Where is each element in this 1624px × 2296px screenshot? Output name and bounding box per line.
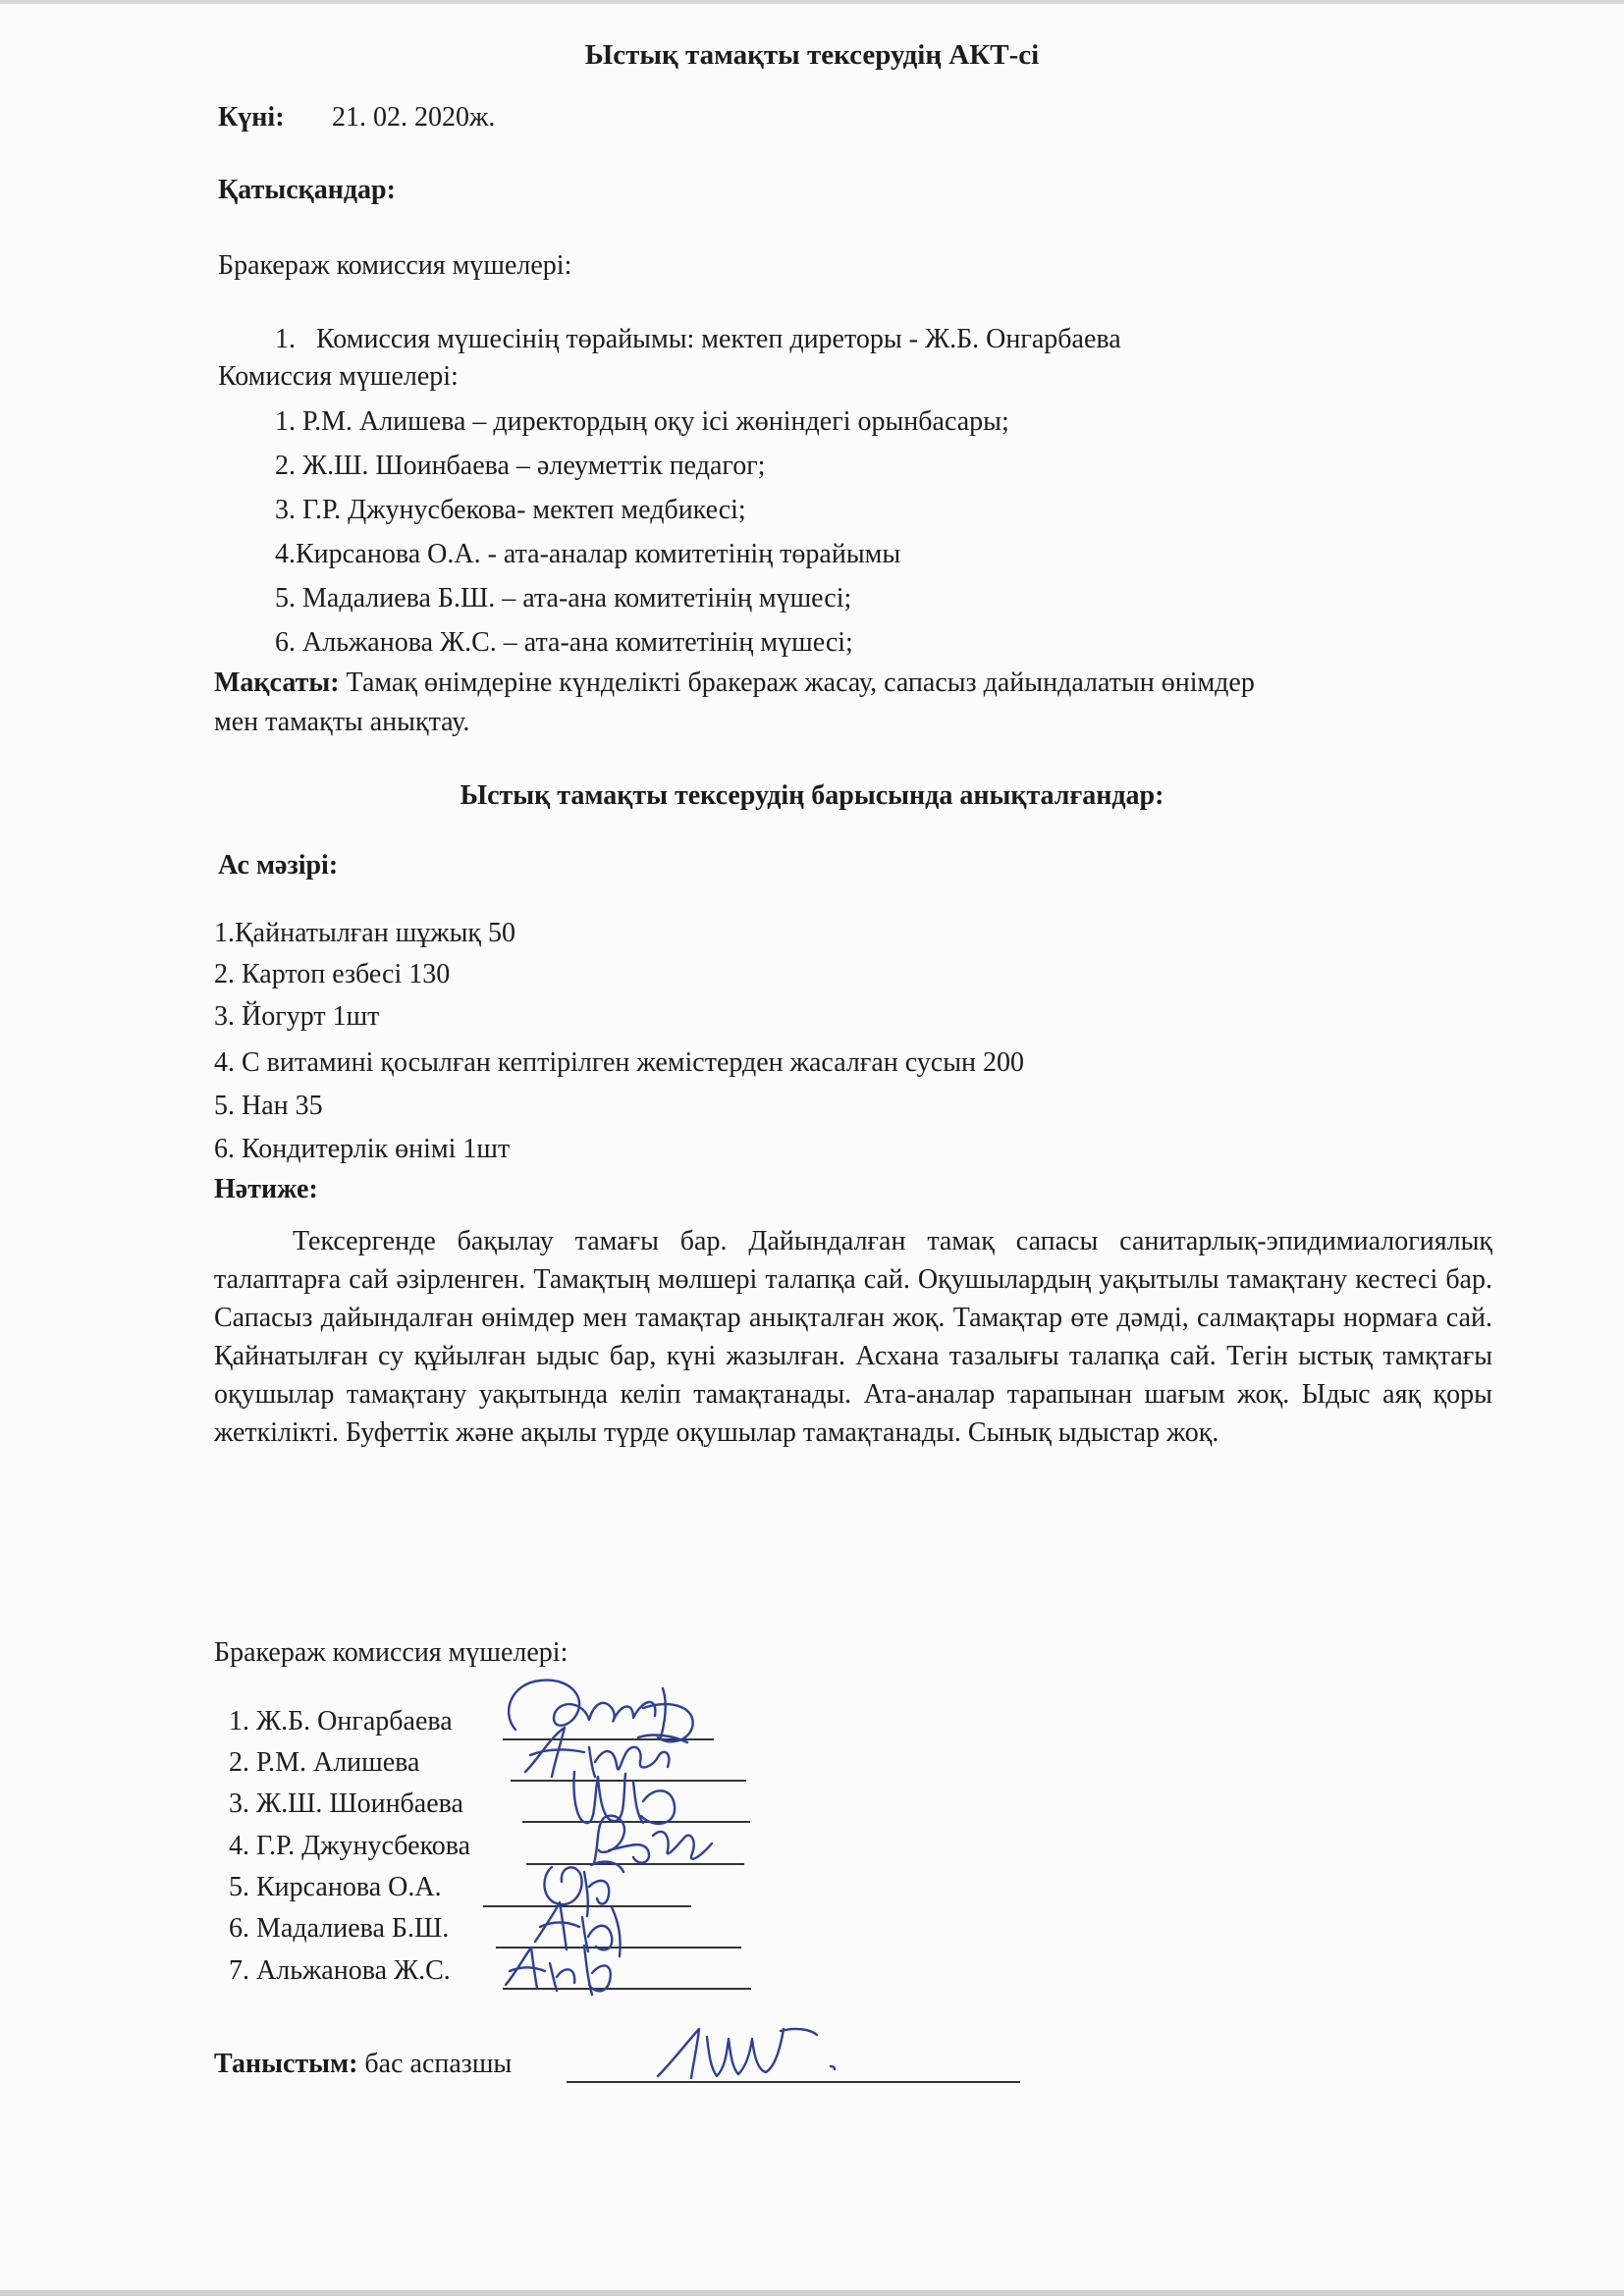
handwritten-signature xyxy=(496,1934,623,2002)
signatory-name: 6. Мадалиева Б.Ш. xyxy=(229,1913,450,1944)
acknowledged-role: бас аспазшы xyxy=(364,2049,513,2079)
goal-line xyxy=(214,667,1255,699)
result-heading: Нәтиже: xyxy=(214,1174,318,1204)
menu-heading: Ас мәзірі: xyxy=(218,850,339,881)
findings-heading: Ыстық тамақты тексерудің барысында анықталғандар: xyxy=(460,780,1164,811)
menu-item: 5. Нан 35 xyxy=(214,1091,323,1121)
member-item: 4.Кирсанова О.А. - ата-аналар комитетінің төрайымы xyxy=(275,539,901,569)
signatory-name: 7. Альжанова Ж.С. xyxy=(229,1955,451,1986)
member-item: 3. Г.Р. Джунусбекова- мектеп медбикесі; xyxy=(275,495,746,525)
commission-intro: Бракераж комиссия мүшелері: xyxy=(218,250,572,281)
document-title: Ыстық тамақты тексерудің АКТ-сі xyxy=(584,39,1040,71)
menu-item: 3. Йогурт 1шт xyxy=(214,1001,380,1032)
handwritten-signature xyxy=(648,2017,844,2086)
signatory-name: 1. Ж.Б. Онгарбаева xyxy=(229,1706,453,1736)
menu-item: 2. Картоп езбесі 130 xyxy=(214,959,451,989)
goal-text: Тамақ өнімдеріне күнделікті бракераж жасау, сапасыз дайындалатын өнімдер xyxy=(346,667,1255,698)
goal-label: Мақсаты: xyxy=(214,667,340,698)
participants-heading: Қатысқандар: xyxy=(218,175,396,205)
signatory-name: 3. Ж.Ш. Шоинбаева xyxy=(229,1789,463,1819)
member-item: 1. Р.М. Алишева – директордың оқу ісі жөніндегі орынбасары; xyxy=(275,406,1009,437)
members-heading: Комиссия мүшелері: xyxy=(218,361,459,392)
member-item: 2. Ж.Ш. Шоинбаева – әлеуметтік педагог; xyxy=(275,451,766,481)
member-item: 5. Мадалиева Б.Ш. – ата-ана комитетінің мүшесі; xyxy=(275,583,852,614)
menu-item: 1.Қайнатылған шұжық 50 xyxy=(214,918,516,948)
signatory-name: 2. Р.М. Алишева xyxy=(229,1747,420,1778)
signatory-name: 4. Г.Р. Джунусбекова xyxy=(229,1831,471,1861)
scan-edge-bottom xyxy=(0,2290,1624,2296)
signature-line xyxy=(567,2081,1020,2083)
menu-item: 6. Кондитерлік өнімі 1шт xyxy=(214,1134,511,1164)
member-item: 6. Альжанова Ж.С. – ата-ана комитетінің мүшесі; xyxy=(275,627,853,658)
acknowledgement-line xyxy=(214,2049,512,2080)
signatures-heading: Бракераж комиссия мүшелері: xyxy=(214,1637,568,1668)
scan-edge-top xyxy=(0,0,1624,4)
menu-item: 4. С витамині қосылған кептірілген жемістерден жасалған сусын 200 xyxy=(214,1047,1025,1078)
signatory-name: 5. Кирсанова О.А. xyxy=(229,1872,442,1902)
chair-text: Комиссия мүшесінің төрайымы: мектеп диреторы - Ж.Б. Онгарбаева xyxy=(316,324,1121,354)
date-value: 21. 02. 2020ж. xyxy=(332,102,496,133)
chair-number: 1. xyxy=(275,324,296,354)
acknowledged-label: Таныстым: xyxy=(214,2049,358,2079)
result-text: Тексергенде бақылау тамағы бар. Дайындалған тамақ сапасы санитарлық-эпидимиалогиялық талаптарға сай әзірленген. Тамақтың мөлшері талапқа сай. Оқушылардың уақытылы тамақтану кестесі бар. Сапасыз дайындалған өнімдер мен тамақтар анықталған жоқ. Тамақтар өте дәмді, салмақтары нормаға сай. Қайнатылған су құйылған ыдыс бар, күні жазылған. Асхана тазалығы талапқа сай. Тегін ыстық тамқтағы оқушылар тамақтану уақытында келіп тамақтанады. Ата-аналар тарапынан шағым жоқ. Ыдыс аяқ қоры жеткілікті. Буфеттік және ақылы түрде оқушылар тамақтанады. Сынық ыдыстар жоқ. xyxy=(214,1226,1492,1448)
date-label: Күні: xyxy=(218,102,285,133)
goal-text-continued: мен тамақты анықтау. xyxy=(214,707,470,737)
